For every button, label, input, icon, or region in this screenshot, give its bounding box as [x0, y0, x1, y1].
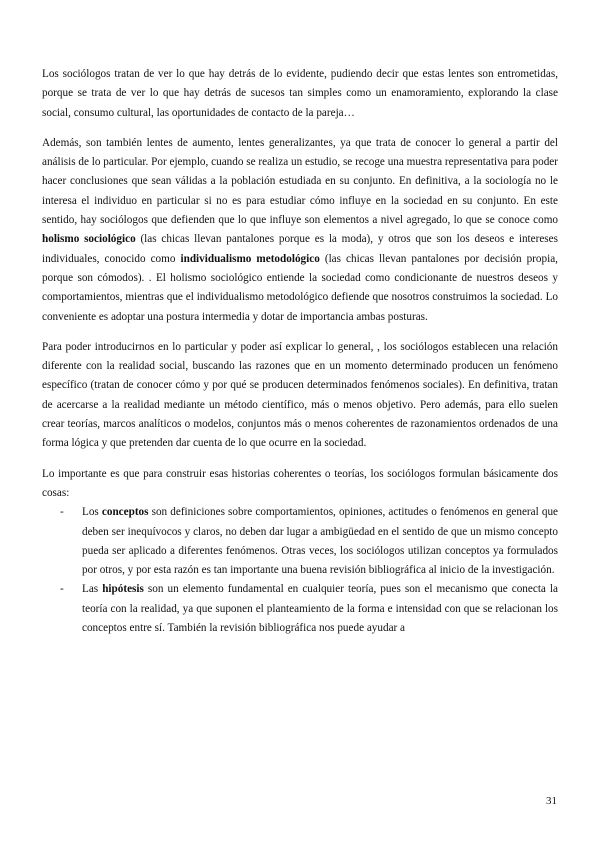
paragraph-2 [42, 134, 558, 327]
term-conceptos: conceptos [101, 506, 149, 519]
paragraph-2-text-a: Además, son también lentes de aumento, lentes generalizantes, ya que trata de conocer lo general a partir del análisis de lo particular. Por ejemplo, cuando se realiza un estudio, se recoge una muestra representativa para poder hacer conclusiones que sean válidas a la población estudiada en su conjunto. En definitiva, a la sociología no le interesa el individuo en particular si no es para estudiar cómo influye en la sociedad en su conjunto. En este sentido, hay sociólogos que defienden que lo que influye son elementos a nivel agregado, lo que se conoce como [42, 136, 558, 227]
page-number: 31 [546, 795, 557, 807]
bullet-list [42, 503, 558, 638]
paragraph-4: Lo importante es que para construir esas historias coherentes o teorías, los sociólogos formulan básicamente dos cosas: [42, 467, 558, 499]
paragraph-2-text-c: (las chicas llevan pantalones por decisión propia, porque son cómodos). . El holismo sociológico entiende la sociedad como condicionante de nuestros deseos y comportamientos, mientras que el individualismo metodológico defiende que nosotros construimos la sociedad. Lo conveniente es adoptar una postura intermedia y dotar de importancia ambas posturas. [42, 252, 558, 323]
paragraph-3: Para poder introducirnos en lo particular y poder así explicar lo general, , los sociólogos establecen una relación diferente con la realidad social, buscando las razones que en un momento determinado producen un fenómeno específico (tratan de conocer cómo y por qué se producen determinados fenómenos sociales). En definitiva, tratan de acercarse a la realidad mediante un método científico, más o menos objetivo. Pero además, para ello suelen crear teorías, marcos analíticos o modelos, conjuntos más o menos coherentes de razonamientos ordenados de una forma lógica y que pretenden dar cuenta de lo que ocurre en la sociedad. [42, 340, 558, 450]
list-item [42, 503, 558, 580]
list-item-text: son definiciones sobre comportamientos, opiniones, actitudes o fenómenos en general que deben ser inequívocos y claros, no deben dar lugar a ambigüedad en el sentido de que un mismo concepto pueda ser aplicado a diferentes fenómenos. Otras veces, los sociólogos utilizan conceptos ya formulados por otros, y por esta razón es tan importante una buena revisión bibliográfica al inicio de la investigación. [82, 506, 558, 577]
paragraph-2-text-b: (las chicas llevan pantalones porque es la moda), y otros que son los deseos e intereses individuales, conocido como [42, 233, 558, 265]
term-individualismo-metodologico: individualismo metodológico [180, 252, 320, 265]
list-item-prefix: Los [82, 506, 102, 519]
list-item-text: son un elemento fundamental en cualquier teoría, pues son el mecanismo que conecta la teoría con la realidad, ya que suponen el planteamiento de la forma e intensidad con que se relacionan los conceptos entre sí. También la revisión bibliográfica nos puede ayudar a [82, 583, 559, 635]
body-text [42, 65, 558, 638]
list-item [42, 580, 558, 638]
list-item-prefix: Las [82, 583, 103, 596]
bullet-dash: - [60, 506, 64, 519]
paragraph-1: Los sociólogos tratan de ver lo que hay detrás de lo evidente, pudiendo decir que estas lentes son entrometidas, porque se trata de ver lo que hay detrás de sucesos tan simples como un enamoramiento, explorando la clase social, consumo cultural, las oportunidades de contacto de la pareja… [42, 68, 558, 119]
term-holismo-sociologico: holismo sociológico [42, 233, 136, 246]
bullet-dash: - [60, 583, 64, 596]
term-hipotesis: hipótesis [102, 583, 144, 596]
